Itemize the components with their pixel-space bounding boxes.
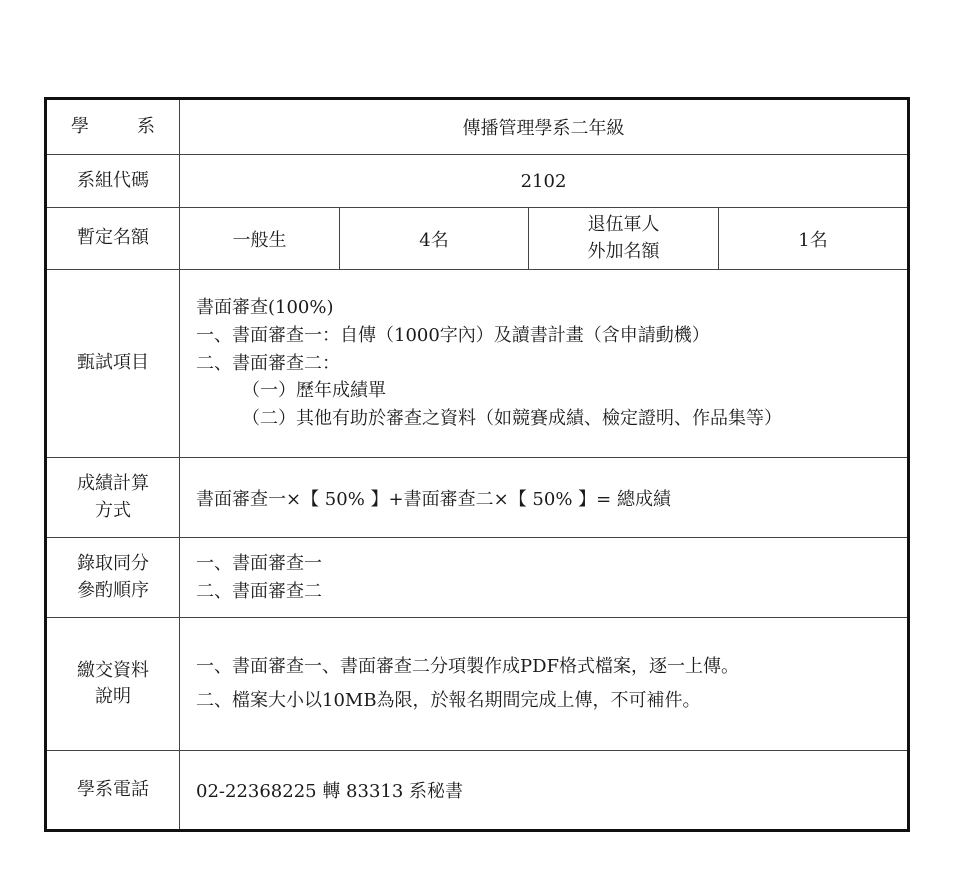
row-department (46, 99, 909, 155)
submission-label-line2: 說明 (95, 686, 131, 707)
row-phone (46, 751, 909, 831)
score-label-line1: 成績計算 (77, 473, 149, 495)
quota-label: 暫定名額 (46, 208, 180, 270)
tiebreak-label-line2: 參酌順序 (77, 579, 149, 601)
score-formula: 書面審查一×【 50% 】+書面審查二×【 50% 】= 總成績 (180, 458, 909, 538)
row-submission (46, 618, 909, 751)
exam-line-1: 書面審查(100%) (196, 296, 334, 318)
tiebreak-content (180, 538, 909, 618)
general-student-label: 一般生 (180, 208, 340, 270)
phone-label: 學系電話 (46, 751, 180, 831)
veteran-label-line2: 外加名額 (587, 240, 660, 262)
submission-line-1: 一、書面審查一、書面審查二分項製作成PDF格式檔案，逐一上傳。 (196, 655, 740, 677)
score-label-line2: 方式 (95, 499, 131, 521)
row-score (46, 458, 909, 538)
department-value: 傳播管理學系二年級 (180, 99, 909, 155)
exam-label: 甄試項目 (46, 270, 180, 458)
tiebreak-line-2: 二、書面審查二 (196, 580, 322, 602)
exam-line-2: 一、書面審查一：自傳（1000字內）及讀書計畫（含申請動機） (196, 324, 710, 346)
tiebreak-line-1: 一、書面審查一 (196, 552, 322, 574)
exam-line-5: （二）其他有助於審查之資料（如競賽成績、檢定證明、作品集等） (242, 408, 782, 430)
row-tiebreak (46, 538, 909, 618)
score-label-cell (46, 458, 180, 538)
row-exam (46, 270, 909, 458)
submission-content (180, 618, 909, 751)
general-student-value: 4名 (340, 208, 529, 270)
veteran-label-cell (529, 208, 719, 270)
submission-line-2: 二、檔案大小以10MB為限，於報名期間完成上傳，不可補件。 (196, 690, 701, 711)
submission-label-cell (46, 618, 180, 751)
exam-line-3: 二、書面審查二： (196, 352, 340, 374)
exam-content (180, 270, 909, 458)
code-value: 2102 (180, 155, 909, 208)
row-code (46, 155, 909, 208)
row-quota (46, 208, 909, 270)
tiebreak-label-cell (46, 538, 180, 618)
department-label: 學 系 (71, 115, 155, 137)
admission-info-table (44, 97, 910, 832)
phone-value: 02-22368225 轉 83313 系秘書 (180, 751, 909, 831)
code-label: 系組代碼 (46, 155, 180, 208)
tiebreak-label-line1: 錄取同分 (77, 553, 149, 575)
veteran-label-line1: 退伍軍人 (587, 214, 660, 236)
exam-line-4: （一）歷年成績單 (242, 380, 386, 402)
department-label-cell (46, 99, 180, 155)
veteran-value: 1名 (719, 208, 909, 270)
submission-label-line1: 繳交資料 (77, 659, 149, 681)
